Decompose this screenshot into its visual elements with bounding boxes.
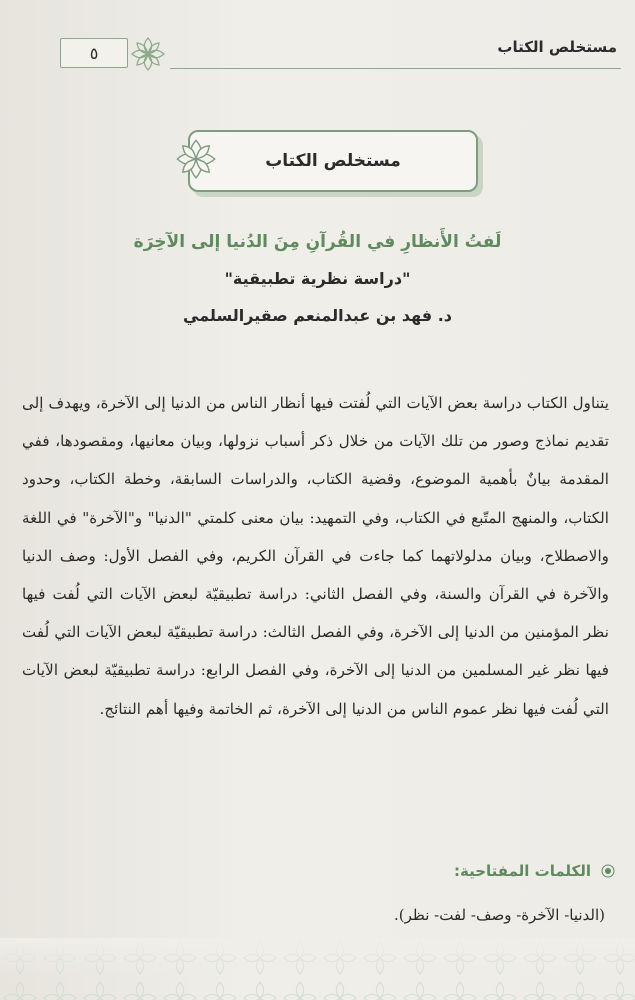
- running-title: مستخلص الكتاب: [497, 38, 617, 56]
- book-author: د. فهد بن عبدالمنعم صقيرالسلمي: [183, 306, 452, 325]
- book-subtitle: "دراسة نظرية تطبيقية": [224, 269, 411, 288]
- floral-ornament-icon: [128, 34, 168, 74]
- keywords-heading: [454, 862, 615, 880]
- floral-ornament-icon: [174, 137, 218, 181]
- book-title: لَفتُ الأَنظارِ في القُرآنِ مِنَ الدُنيا إلى الآخِرَة: [133, 232, 502, 252]
- header-rule: [170, 68, 621, 69]
- page-number-box: [60, 38, 128, 68]
- title-block: [40, 222, 595, 336]
- keywords-label: الكلمات المفتاحية:: [453, 862, 591, 880]
- footer-pattern: [0, 938, 635, 1000]
- abstract-paragraph: يتناول الكتاب دراسة بعض الآيات التي لُفتت فيها أنظار الناس من الدنيا إلى الآخرة، ويهدف إلى تقديم نماذج وصور من تلك الآيات من خلال ذكر أسباب نزولها، وبيان معانيها، ومقصودها، ففي المقدمة بيانٌ بأهمية الموضوع، وقضية الكتاب، والدراسات السابقة، وخطة الكتاب، وحدود الكتاب، والمنهج المتّبع في الكتاب، وفي التمهيد: بيان معنى كلمتي "الدنيا" و"الآخرة" في اللغة والاصطلاح، وبيان مدلولاتهما كما جاءت في القرآن الكريم، وفي الفصل الأول: وصف الدنيا والآخرة في القرآن والسنة، وفي الفصل الثاني: دراسة تطبيقيّة لبعض الآيات التي لُفت فيها نظر المؤمنين من الدنيا إلى الآخرة، وفي الفصل الثالث: دراسة تطبيقيّة لبعض الآيات التي لُفت فيها نظر غير المسلمين من الدنيا إلى الآخرة، وفي الفصل الرابع: دراسة تطبيقيّة لبعض الآيات التي لُفت فيها نظر عموم الناس من الدنيا إلى الآخرة، ثم الخاتمة وفيها أهم النتائج.: [22, 394, 609, 718]
- section-title: مستخلص الكتاب: [265, 151, 401, 171]
- section-title-box: [188, 130, 478, 192]
- page-number: ٥: [89, 43, 99, 63]
- keywords-values: (الدنيا- الآخرة- وصف- لفت- نظر).: [394, 906, 605, 924]
- flower-bullet-icon: [601, 864, 615, 878]
